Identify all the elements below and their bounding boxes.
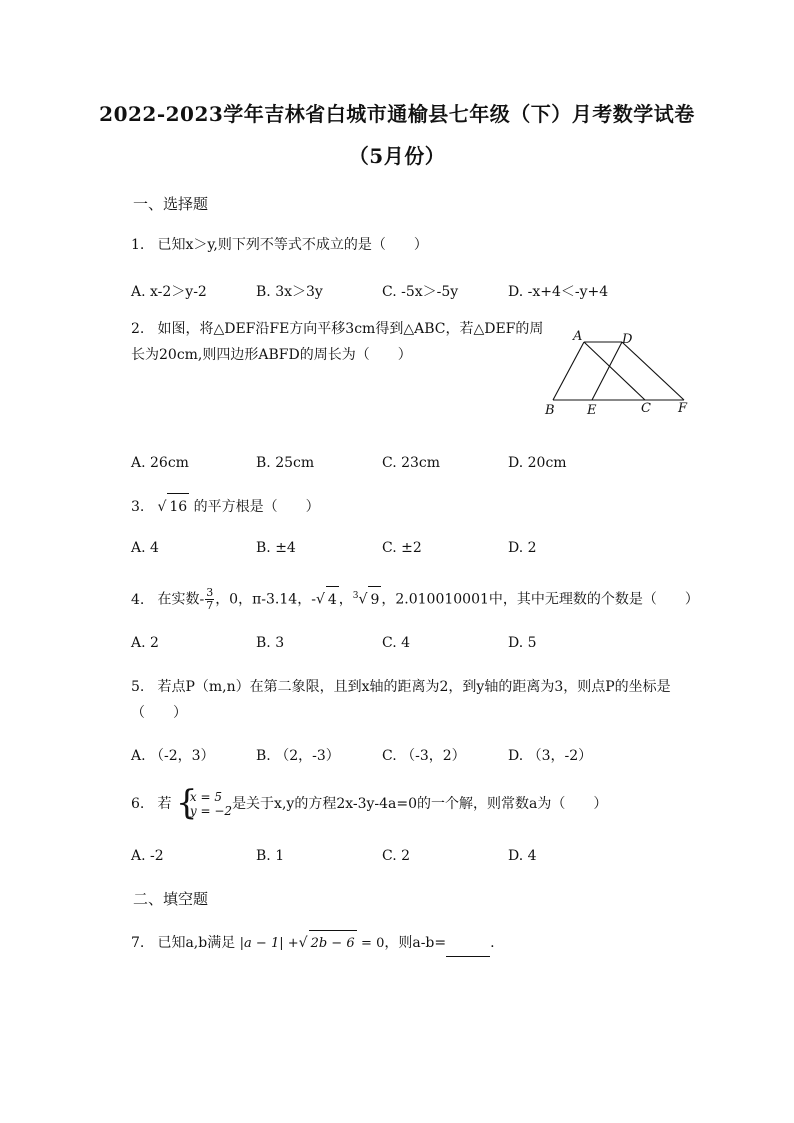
option-d[interactable]: D. 2 <box>508 540 537 556</box>
question-prefix: 在实数- <box>157 591 205 608</box>
option-d[interactable]: D. -x+4＜-y+4 <box>508 284 609 300</box>
question-5 <box>131 674 671 726</box>
cbrt-radicand: 9 <box>368 586 381 613</box>
question-number: 1. <box>131 237 145 253</box>
label-a: A <box>573 329 583 344</box>
question-text: 的平方根是（ ） <box>193 499 320 515</box>
radicand: 2b − 6 <box>309 930 357 957</box>
option-c[interactable]: C. -5x＞-5y <box>382 284 459 300</box>
option-a[interactable]: A. （-2，3） <box>131 748 215 764</box>
question-number: 5. <box>131 679 145 695</box>
sqrt-sign-icon: √ <box>315 591 325 608</box>
sqrt-sign-icon: √ <box>298 935 308 951</box>
fraction-numerator: 3 <box>206 586 214 600</box>
segment-ac <box>584 342 645 400</box>
cbrt-sign-icon: √ <box>358 591 368 608</box>
page-subtitle: （5月份） <box>348 144 446 168</box>
label-f: F <box>678 401 688 416</box>
label-e: E <box>587 403 597 418</box>
radicand: 4 <box>326 586 339 613</box>
question-text: 是关于x,y的方程2x-3y-4a=0的一个解，则常数a为（ ） <box>232 796 608 812</box>
question-3 <box>131 493 320 520</box>
answer-blank[interactable] <box>446 942 490 957</box>
page-title: 2022-2023学年吉林省白城市通榆县七年级（下）月考数学试卷 <box>99 102 695 126</box>
option-b[interactable]: B. （2，-3） <box>256 748 340 764</box>
question-text: 已知x＞y,则下列不等式不成立的是（ ） <box>157 237 428 253</box>
question-end: . <box>490 935 495 951</box>
radicand: 16 <box>167 493 189 520</box>
option-c[interactable]: C. （-3，2） <box>382 748 466 764</box>
option-b[interactable]: B. 25cm <box>256 455 315 471</box>
option-d[interactable]: D. （3，-2） <box>508 748 593 764</box>
question-6 <box>131 783 608 823</box>
option-a[interactable]: A. -2 <box>131 848 164 864</box>
label-b: B <box>545 403 555 418</box>
section-heading-choice: 一、选择题 <box>133 195 209 213</box>
label-c: C <box>641 401 651 416</box>
option-d[interactable]: D. 5 <box>508 635 537 651</box>
question-text-line2: （ ） <box>131 705 187 721</box>
segment-ab <box>553 342 584 400</box>
fraction <box>205 587 214 612</box>
option-d[interactable]: D. 4 <box>508 848 537 864</box>
equation-line-1: x = 5 <box>189 790 222 804</box>
question-2 <box>131 316 543 368</box>
option-a[interactable]: A. 4 <box>131 540 159 556</box>
question-1 <box>131 232 428 258</box>
option-a[interactable]: A. x-2＞y-2 <box>131 284 207 300</box>
abs-expression: |a − 1| + <box>239 936 299 951</box>
question-prefix: 已知a,b满足 <box>157 935 236 951</box>
question-mid2: ， <box>338 591 353 608</box>
question-prefix: 若 <box>157 796 172 812</box>
question-number: 6. <box>131 796 145 812</box>
option-b[interactable]: B. ±4 <box>256 540 296 556</box>
question-text-line1: 如图，将△DEF沿FE方向平移3cm得到△ABC，若△DEF的周 <box>157 321 544 337</box>
section-heading-fill: 二、填空题 <box>133 890 209 908</box>
question-number: 2. <box>131 321 145 337</box>
option-c[interactable]: C. 4 <box>382 635 411 651</box>
sqrt-sign-icon: √ <box>157 499 167 515</box>
question-number: 7. <box>131 935 145 951</box>
trapezoid-figure <box>540 326 700 418</box>
option-b[interactable]: B. 3 <box>256 635 285 651</box>
question-suffix: ，2.010010001中，其中无理数的个数是（ ） <box>381 591 699 608</box>
option-c[interactable]: C. 2 <box>382 848 411 864</box>
option-c[interactable]: C. ±2 <box>382 540 422 556</box>
brace-icon: { <box>175 783 198 823</box>
question-text-line2: 长为20cm,则四边形ABFD的周长为（ ） <box>131 347 412 363</box>
label-d: D <box>622 332 633 347</box>
equation-system <box>175 783 233 823</box>
fraction-denominator: 7 <box>206 599 214 613</box>
question-suffix: ，则a-b= <box>384 935 447 951</box>
question-7 <box>131 930 495 957</box>
option-c[interactable]: C. 23cm <box>382 455 441 471</box>
cbrt-index: 3 <box>352 591 359 601</box>
option-d[interactable]: D. 20cm <box>508 455 567 471</box>
question-number: 3. <box>131 499 145 515</box>
segment-de <box>592 342 622 400</box>
option-b[interactable]: B. 1 <box>256 848 285 864</box>
equation-line-2: y = −2 <box>189 804 233 818</box>
expr-tail: = 0 <box>361 936 385 951</box>
segment-df <box>622 342 684 400</box>
question-number: 4. <box>131 591 145 608</box>
option-a[interactable]: A. 26cm <box>131 455 189 471</box>
question-text-line1: 若点P（m,n）在第二象限，且到x轴的距离为2，到y轴的距离为3，则点P的坐标是 <box>157 679 671 695</box>
question-4 <box>131 583 699 613</box>
option-a[interactable]: A. 2 <box>131 635 159 651</box>
option-b[interactable]: B. 3x＞3y <box>256 284 323 300</box>
question-mid1: ，0，π-3.14，- <box>215 591 316 608</box>
